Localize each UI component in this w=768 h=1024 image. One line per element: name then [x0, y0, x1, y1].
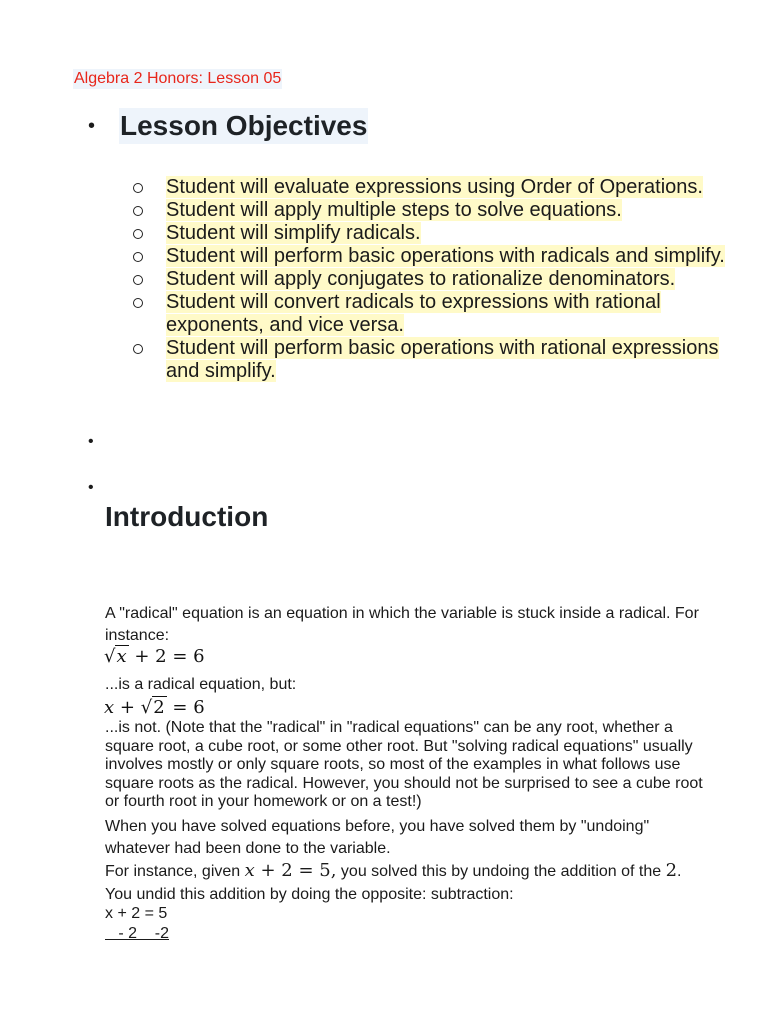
objective-item: Student will convert radicals to expressions with rational exponents, and vice versa. — [130, 291, 730, 337]
circle-bullet-icon — [133, 229, 143, 239]
circle-bullet-icon — [133, 275, 143, 285]
objective-item: Student will apply conjugates to rationalize denominators. — [130, 268, 730, 291]
intro-paragraph-5: For instance, given x + 2 = 5, you solved this by undoing the addition of the 2. — [105, 860, 682, 881]
objectives-heading: Lesson Objectives — [119, 108, 368, 144]
square-root-symbol: √2 — [140, 697, 165, 718]
intro-paragraph-6: You undid this addition by doing the opposite: subtraction: — [105, 886, 514, 903]
worked-line-1: x + 2 = 5 — [105, 905, 168, 922]
square-root-symbol: √x — [104, 646, 127, 667]
objective-item: Student will evaluate expressions using Order of Operations. — [130, 176, 730, 199]
bullet-empty: • — [88, 433, 94, 450]
objective-item: Student will simplify radicals. — [130, 222, 730, 245]
intro-paragraph-4: When you have solved equations before, you have solved them by "undoing" whatever had been done to the variable. — [105, 818, 650, 857]
bullet-objectives: • — [88, 115, 96, 137]
circle-bullet-icon — [133, 298, 143, 308]
bullet-introduction: • — [88, 479, 94, 496]
introduction-heading: Introduction — [105, 501, 269, 532]
objective-item: Student will perform basic operations with rational expressions and simplify. — [130, 337, 730, 383]
radical-equation-example: √x + 2 = 6 — [104, 646, 205, 667]
circle-bullet-icon — [133, 206, 143, 216]
inline-equation: x + 2 = 5, — [244, 860, 337, 881]
objective-item: Student will perform basic operations with radicals and simplify. — [130, 245, 730, 268]
intro-paragraph-1: A "radical" equation is an equation in which the variable is stuck inside a radical. For instance: — [105, 605, 699, 644]
objectives-list — [130, 176, 730, 383]
worked-line-2: - 2 -2 — [105, 925, 170, 942]
circle-bullet-icon — [133, 252, 143, 262]
objective-item: Student will apply multiple steps to solve equations. — [130, 199, 730, 222]
circle-bullet-icon — [133, 183, 143, 193]
intro-paragraph-3: ...is not. (Note that the "radical" in "radical equations" can be any root, whether a square root, a cube root, or some other root. But "solving radical equations" usually involves mostly or only square roots, so most of the examples in what follows use square roots as the radical. However, you should not be surprised to see a cube root or fourth root in your homework or on a test!) — [105, 719, 703, 811]
circle-bullet-icon — [133, 344, 143, 354]
lesson-header: Algebra 2 Honors: Lesson 05 — [74, 70, 282, 87]
non-radical-equation-example: x + √2 = 6 — [104, 697, 205, 718]
intro-paragraph-2: ...is a radical equation, but: — [105, 676, 297, 693]
